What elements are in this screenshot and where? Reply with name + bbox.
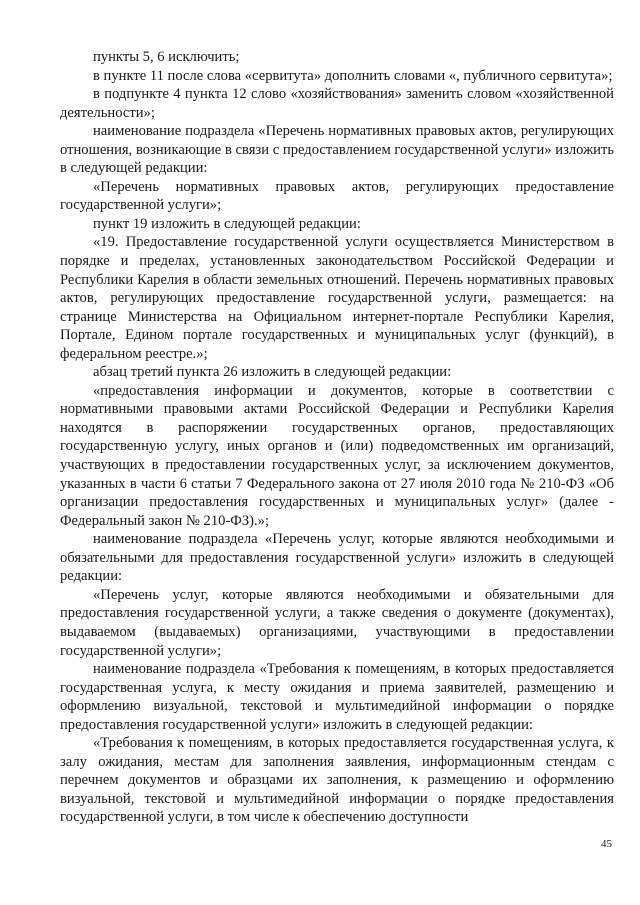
paragraph: «Перечень нормативных правовых актов, регулирующих предоставление государственной услуги»;	[60, 178, 614, 214]
paragraph: в подпункте 4 пункта 12 слово «хозяйствования» заменить словом «хозяйственной деятельности»;	[60, 86, 614, 121]
paragraph: «19. Предоставление государственной услуги осуществляется Министерством в порядке и пределах, установленных законодательством Российской Федерации и Республики Карелия в области земельных отношений. Перечень нормативных правовых актов, регулирующих предоставление государственной услуги, размещается: на странице Министерства на Официальном интернет-портале Республики Карелия, Портале, Едином портале государственных и муниципальных услуг (функций), в федеральном реестре.»;	[60, 234, 614, 362]
paragraph: в пункте 11 после слова «сервитута» дополнить словами «, публичного сервитута»;	[93, 67, 613, 84]
document-body	[60, 48, 614, 827]
paragraph: абзац третий пункта 26 изложить в следующей редакции:	[93, 364, 452, 381]
page-number: 45	[601, 838, 612, 850]
paragraph: пункты 5, 6 исключить;	[93, 49, 240, 65]
paragraph: наименование подраздела «Требования к помещениям, в которых предоставляется государственная услуга, к месту ожидания и приема заявителей, размещению и оформлению визуальной, текстовой и мультимедийной информации о порядке предоставления государственной услуги» изложить в следующей редакции:	[60, 661, 614, 733]
paragraph: наименование подраздела «Перечень нормативных правовых актов, регулирующих отношения, возникающие в связи с предоставлением государственной услуги» изложить в следующей редакции:	[60, 123, 614, 177]
paragraph: «Требования к помещениям, в которых предоставляется государственная услуга, к залу ожидания, местам для заполнения заявления, информационным стендам с перечнем документов и образцами их заполнения, к размещению и оформлению визуальной, текстовой и мультимедийной информации о порядке предоставления государственной услуги, в том числе к обеспечению доступности	[60, 735, 614, 826]
paragraph: «Перечень услуг, которые являются необходимыми и обязательными для предоставления государственной услуги, а также сведения о документе (документах), выдаваемом (выдаваемых) организациями, участвующими в предоставлении государственной услуги»;	[60, 586, 614, 659]
paragraph: «предоставления информации и документов, которые в соответствии с нормативными правовыми актами Российской Федерации и Республики Карелия находятся в распоряжении государственных органов, предоставляющих государственную услугу, иных органов и (или) подведомственных им организаций, участвующих в предоставлении государственных услуг, за исключением документов, указанных в части 6 статьи 7 Федерального закона от 27 июля 2010 года № 210-ФЗ «Об организации предоставления государственных и муниципальных услуг» (далее - Федеральный закон № 210-ФЗ).»;	[60, 382, 614, 529]
paragraph: пункт 19 изложить в следующей редакции:	[93, 215, 361, 232]
paragraph: наименование подраздела «Перечень услуг, которые являются необходимыми и обязательными для предоставления государственной услуги» изложить в следующей редакции:	[60, 531, 614, 585]
